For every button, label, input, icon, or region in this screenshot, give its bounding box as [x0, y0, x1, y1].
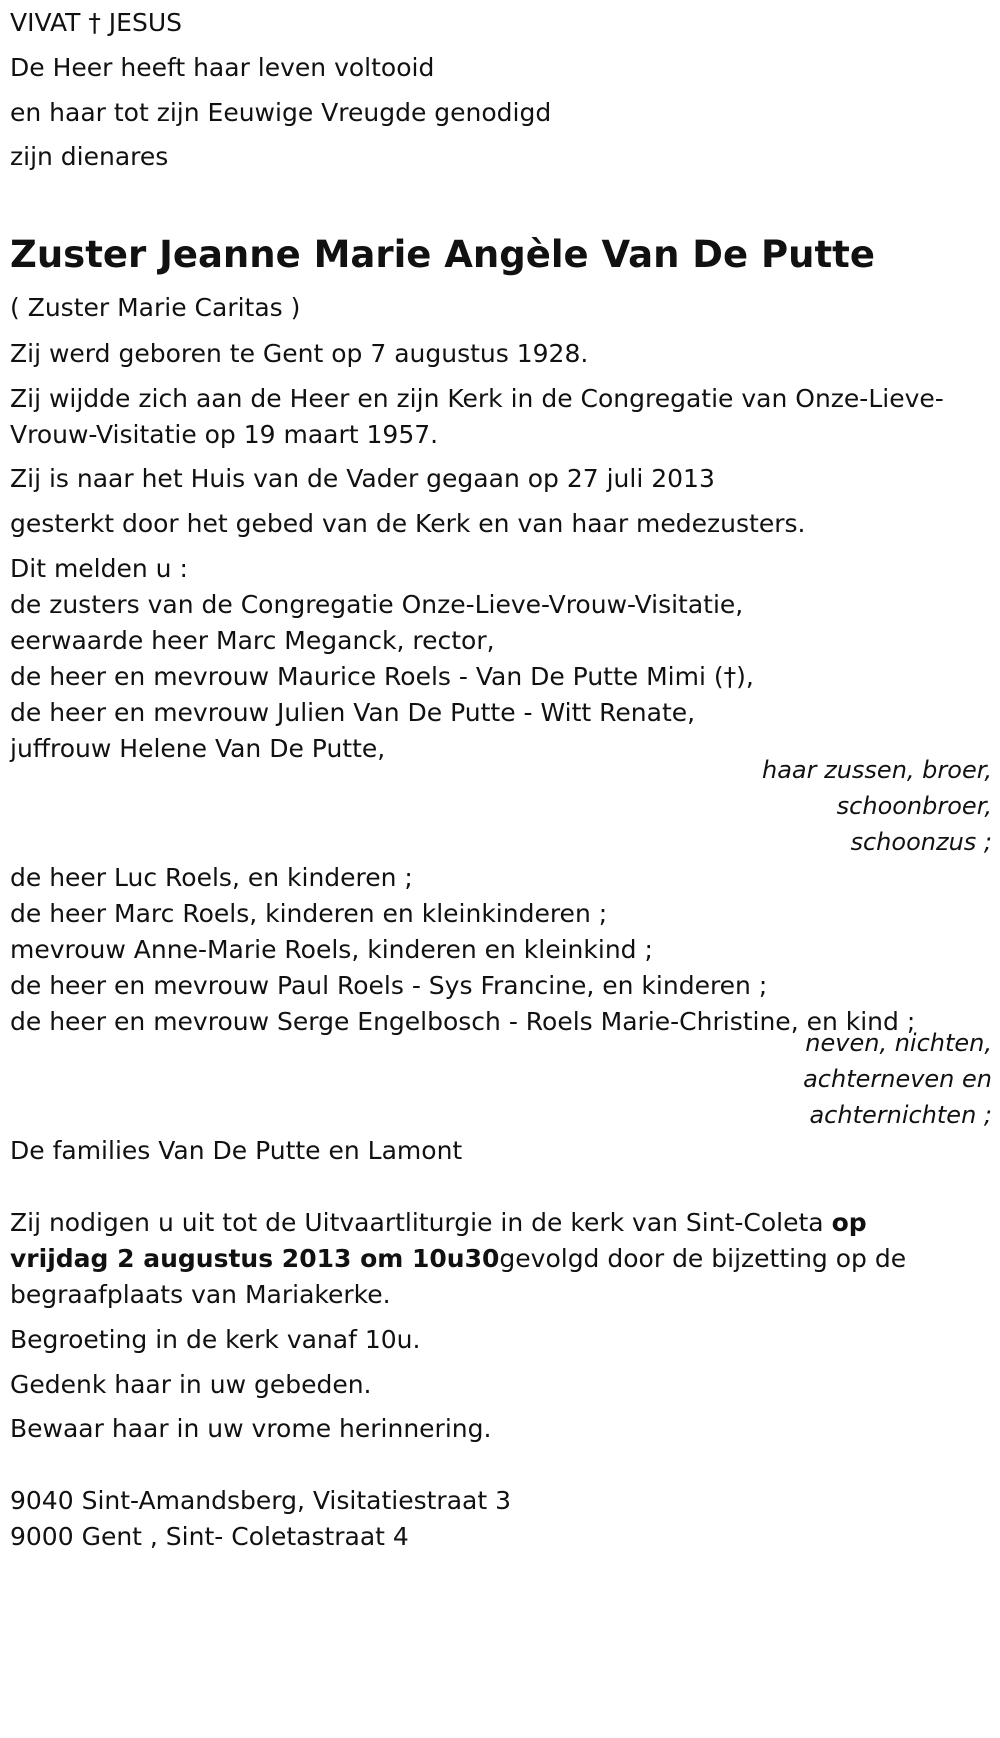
announcer-line: de heer en mevrouw Julien Van De Putte - Witt Renate,: [10, 698, 696, 727]
relation-line: schoonzus ;: [850, 828, 992, 856]
families-line: De families Van De Putte en Lamont: [10, 1136, 463, 1165]
announcer-line: de heer en mevrouw Maurice Roels - Van De Putte Mimi (†),: [10, 662, 754, 691]
funeral-datetime: vrijdag 2 augustus 2013 om 10u30: [10, 1244, 500, 1273]
bio-vows-line-2: Vrouw-Visitatie op 19 maart 1957.: [10, 420, 439, 449]
announcer-line: de heer Luc Roels, en kinderen ;: [10, 863, 413, 892]
address-line: 9040 Sint-Amandsberg, Visitatiestraat 3: [10, 1486, 511, 1515]
funeral-invite-line-1: [10, 1208, 867, 1238]
announcer-line: eerwaarde heer Marc Meganck, rector,: [10, 626, 495, 655]
address-line: 9000 Gent , Sint- Coletastraat 4: [10, 1522, 409, 1551]
bio-strengthened: gesterkt door het gebed van de Kerk en van haar medezusters.: [10, 509, 806, 538]
header-line-4: zijn dienares: [10, 142, 169, 171]
funeral-greeting: Begroeting in de kerk vanaf 10u.: [10, 1325, 421, 1354]
funeral-invite-cont: gevolgd door de bijzetting op de: [499, 1244, 907, 1273]
funeral-keep: Bewaar haar in uw vrome herinnering.: [10, 1414, 492, 1443]
bio-vows-line-1: Zij wijdde zich aan de Heer en zijn Kerk in de Congregatie van Onze-Lieve-: [10, 384, 944, 413]
funeral-invite-line-3: begraafplaats van Mariakerke.: [10, 1280, 391, 1309]
header-line-2: De Heer heeft haar leven voltooid: [10, 53, 435, 82]
religious-name: ( Zuster Marie Caritas ): [10, 293, 301, 322]
deceased-name: Zuster Jeanne Marie Angèle Van De Putte: [10, 233, 875, 276]
announcer-line: de heer en mevrouw Paul Roels - Sys Francine, en kinderen ;: [10, 971, 768, 1000]
header-line-3: en haar tot zijn Eeuwige Vreugde genodigd: [10, 98, 552, 127]
announcers-intro: Dit melden u :: [10, 554, 188, 583]
funeral-invite-bold-1: op: [831, 1208, 867, 1237]
announcer-line: mevrouw Anne-Marie Roels, kinderen en kleinkind ;: [10, 935, 653, 964]
header-line-vivat: VIVAT † JESUS: [10, 8, 183, 37]
announcer-line: de zusters van de Congregatie Onze-Lieve-Vrouw-Visitatie,: [10, 590, 744, 619]
relation-line: neven, nichten,: [805, 1029, 992, 1057]
relation-line: achternichten ;: [809, 1101, 992, 1129]
announcer-line: de heer en mevrouw Serge Engelbosch - Roels Marie-Christine, en kind ;: [10, 1007, 916, 1036]
relation-line: schoonbroer,: [836, 792, 992, 820]
relation-line: haar zussen, broer,: [761, 756, 992, 784]
funeral-remember: Gedenk haar in uw gebeden.: [10, 1370, 372, 1399]
bio-born: Zij werd geboren te Gent op 7 augustus 1928.: [10, 339, 589, 368]
relation-line: achterneven en: [803, 1065, 992, 1093]
announcer-line: de heer Marc Roels, kinderen en kleinkinderen ;: [10, 899, 608, 928]
funeral-invite-text: Zij nodigen u uit tot de Uitvaartliturgie in de kerk van Sint-Coleta: [10, 1208, 832, 1237]
funeral-invite-line-2: [10, 1244, 906, 1274]
bio-died: Zij is naar het Huis van de Vader gegaan op 27 juli 2013: [10, 464, 715, 493]
announcer-line: juffrouw Helene Van De Putte,: [10, 734, 386, 763]
